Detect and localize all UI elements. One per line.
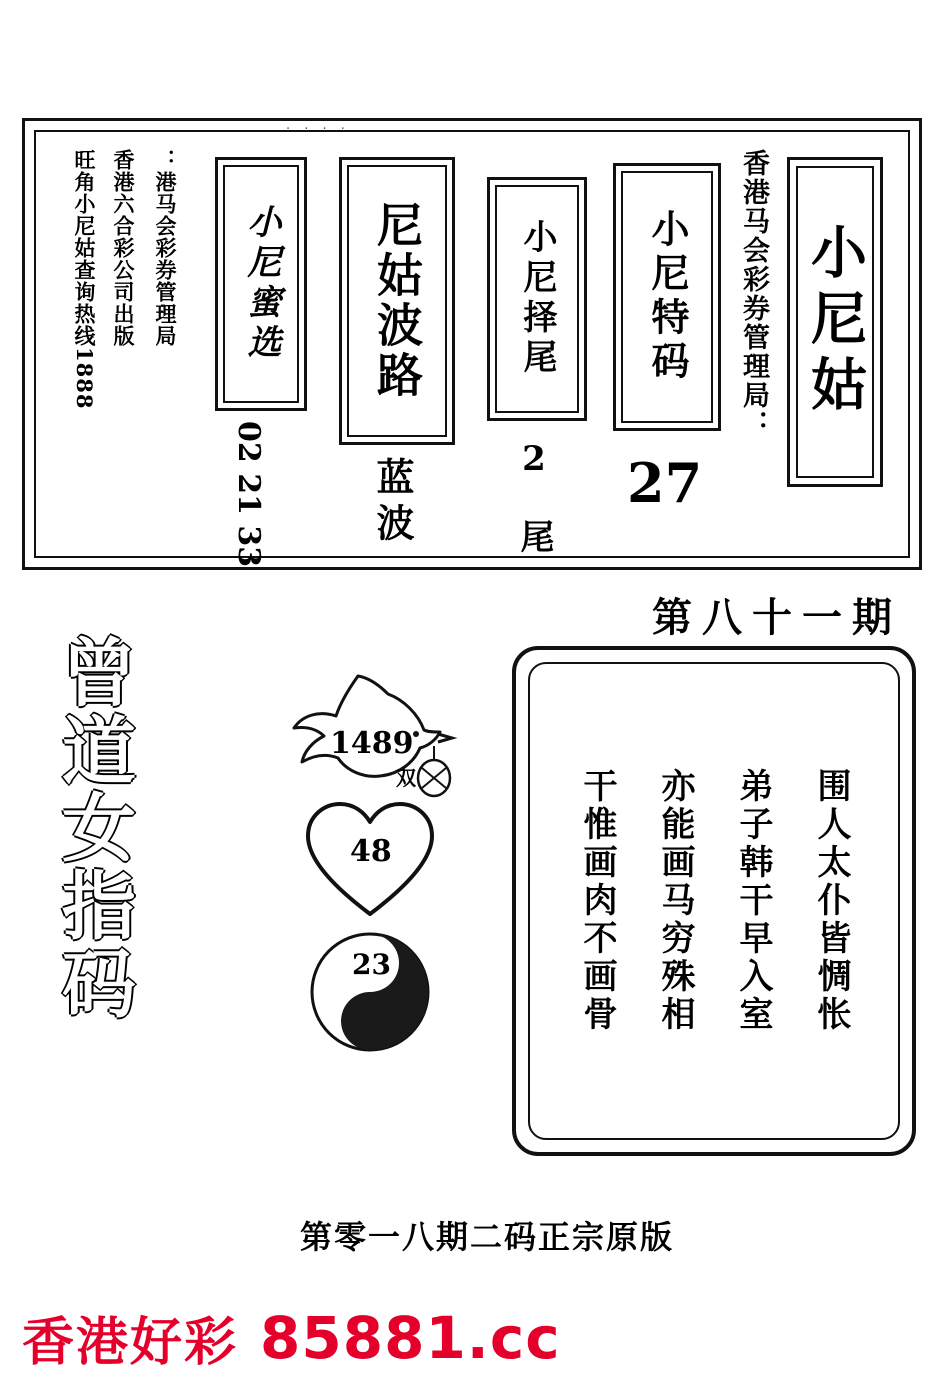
brand-name: 香港好彩 [22,1313,239,1373]
office-line: 香港马会彩券管理局： [738,149,769,439]
card-tema-label: 小尼特码 [645,209,690,385]
card-zewei [487,177,587,421]
left-column-2: 香港六合彩公司出版 [111,149,136,347]
brand-site: 85881.cc [260,1303,561,1372]
dove-extra: 双 [396,766,416,790]
card-zewei-value: 2 尾 [514,439,554,553]
page-title-char-2: 道 [62,708,140,795]
footer-note: 第零一八期二码正宗原版 [300,1218,675,1256]
page-title-char-1: 曾 [62,631,140,717]
card-zewei-label: 小尼择尾 [517,219,557,379]
left-column-3: ：港马会彩券管理局 [153,149,178,347]
page-title-char-5: 码 [62,941,140,1028]
poem-line-4: 干惟画肉不画骨 [577,768,617,1034]
page-title-char-3: 女 [62,786,140,873]
banner-title-text: 小尼姑 [802,223,868,421]
card-mixuan [215,157,307,411]
poem-line-2: 弟子韩干早入室 [733,768,773,1034]
card-bolu-inner [347,165,447,437]
card-tema-value: 27 [627,451,703,515]
top-banner [22,118,922,570]
banner-title-box-inner [796,166,874,478]
card-bolu-label: 尼姑波路 [370,201,424,401]
card-bolu [339,157,455,445]
poem-box [512,646,916,1156]
page-title [62,631,140,1028]
yinyang-value: 23 [352,948,391,981]
brand-bar [22,1300,561,1375]
card-tema-inner [621,171,713,423]
page-title-char-4: 指 [62,864,140,951]
heart-value: 48 [350,834,392,869]
card-mixuan-label: 小尼蜜选 [241,204,281,364]
dove-value: 1489 [330,726,414,761]
card-tema [613,163,721,431]
issue-label: 第八十一期 [652,594,902,641]
card-zewei-inner [495,185,579,413]
poem-line-1: 围人太仆皆惆怅 [811,768,851,1034]
left-column-1: 旺角小尼姑查询热线1888 [72,149,97,410]
poem-box-inner [528,662,900,1140]
card-mixuan-value: 02 21 33 [231,421,266,568]
banner-title-box [787,157,883,487]
card-bolu-value: 蓝波 [370,457,415,549]
poem-line-3: 亦能画马穷殊相 [655,768,695,1034]
card-mixuan-inner [223,165,299,403]
decorative-dots: · · · · [286,122,350,137]
